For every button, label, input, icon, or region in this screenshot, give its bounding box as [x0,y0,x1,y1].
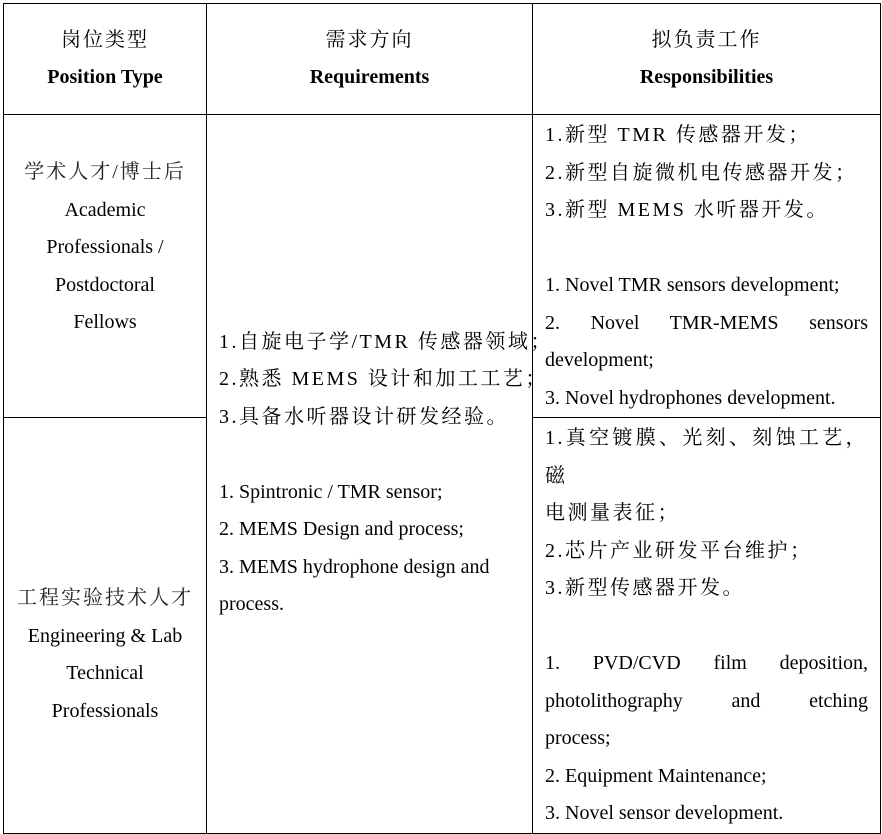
responsibilities-engineering: 1.真空镀膜、光刻、刻蚀工艺，磁 电测量表征； 2.芯片产业研发平台维护； 3.新型传感器开发。 1. PVD/CVD film deposition, photolithography and etching process; 2. Equipment Maintenance; 3. Novel sensor development. [533,418,881,834]
table-row [4,115,881,418]
header-requirements: 需求方向 Requirements [207,4,533,115]
header-row [4,4,881,115]
positions-table [3,3,881,834]
responsibilities-academic: 1.新型 TMR 传感器开发； 2.新型自旋微机电传感器开发； 3.新型 MEMS 水听器开发。 1. Novel TMR sensors development; 2. Novel TMR-MEMS sensors development; 3. Novel hydrophones development. [533,115,881,418]
position-engineering: 工程实验技术人才 Engineering & Lab Technical Professionals [4,418,207,834]
requirements-cell: 1.自旋电子学/TMR 传感器领域； 2.熟悉 MEMS 设计和加工工艺； 3.具备水听器设计研发经验。 1. Spintronic / TMR sensor; 2. MEMS Design and process; 3. MEMS hydrophone design and process. [207,115,533,834]
header-position-type: 岗位类型 Position Type [4,4,207,115]
header-responsibilities: 拟负责工作 Responsibilities [533,4,881,115]
position-academic: 学术人才/博士后 Academic Professionals / Postdoctoral Fellows [4,115,207,418]
